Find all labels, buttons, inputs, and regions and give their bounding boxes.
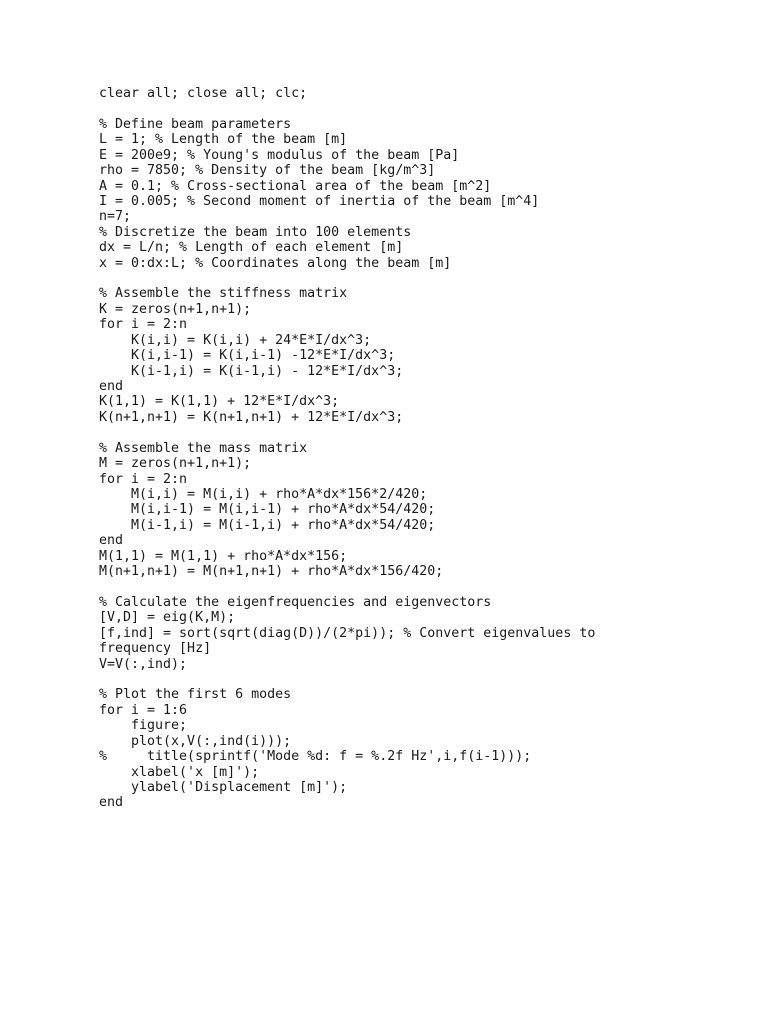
- code-line: M(1,1) = M(1,1) + rho*A*dx*156;: [99, 548, 348, 564]
- code-line: plot(x,V(:,ind(i)));: [99, 733, 292, 749]
- code-line: end: [99, 379, 124, 395]
- code-line: L = 1; % Length of the beam [m]: [99, 132, 348, 148]
- code-line: [f,ind] = sort(sqrt(diag(D))/(2*pi)); % Convert eigenvalues to: [99, 625, 596, 641]
- code-line: % Calculate the eigenfrequencies and eigenvectors: [99, 594, 492, 610]
- code-line: % Plot the first 6 modes: [99, 687, 292, 703]
- code-line: V=V(:,ind);: [99, 656, 188, 672]
- code-line: dx = L/n; % Length of each element [m]: [99, 240, 404, 256]
- code-line: % Discretize the beam into 100 elements: [99, 224, 412, 240]
- code-line: M(i,i-1) = M(i,i-1) + rho*A*dx*54/420;: [99, 502, 436, 518]
- code-line: x = 0:dx:L; % Coordinates along the beam [m]: [99, 255, 452, 271]
- code-line: K(n+1,n+1) = K(n+1,n+1) + 12*E*I/dx^3;: [99, 409, 404, 425]
- code-line: rho = 7850; % Density of the beam [kg/m^3]: [99, 163, 436, 179]
- code-line: xlabel('x [m]');: [99, 764, 260, 780]
- code-line: K(i-1,i) = K(i-1,i) - 12*E*I/dx^3;: [99, 363, 404, 379]
- code-line: [V,D] = eig(K,M);: [99, 610, 236, 626]
- code-line: end: [99, 795, 124, 811]
- code-line: end: [99, 533, 124, 549]
- code-line: % Assemble the stiffness matrix: [99, 286, 348, 302]
- code-line: figure;: [99, 718, 188, 734]
- code-line: [99, 101, 739, 116]
- code-line: clear all; close all; clc;: [99, 86, 308, 101]
- code-line: [99, 425, 739, 440]
- code-line: for i = 1:6: [99, 702, 188, 718]
- code-line: M(i-1,i) = M(i-1,i) + rho*A*dx*54/420;: [99, 517, 436, 533]
- code-line: [99, 580, 739, 595]
- code-line: ylabel('Displacement [m]');: [99, 779, 348, 795]
- code-line: A = 0.1; % Cross-sectional area of the beam [m^2]: [99, 178, 492, 194]
- code-line: I = 0.005; % Second moment of inertia of the beam [m^4]: [99, 193, 540, 209]
- code-line: % Assemble the mass matrix: [99, 440, 308, 456]
- code-line: for i = 2:n: [99, 317, 188, 333]
- code-line: [99, 672, 739, 687]
- code-block: [99, 86, 739, 811]
- code-line: K = zeros(n+1,n+1);: [99, 301, 252, 317]
- code-line: M = zeros(n+1,n+1);: [99, 456, 252, 472]
- code-line: K(i,i-1) = K(i,i-1) -12*E*I/dx^3;: [99, 348, 396, 364]
- code-line: n=7;: [99, 209, 132, 225]
- code-line: K(1,1) = K(1,1) + 12*E*I/dx^3;: [99, 394, 340, 410]
- code-line: % Define beam parameters: [99, 116, 292, 132]
- code-line: frequency [Hz]: [99, 641, 212, 657]
- code-line: [99, 271, 739, 286]
- code-line: E = 200e9; % Young's modulus of the beam [Pa]: [99, 147, 460, 163]
- code-line: % title(sprintf('Mode %d: f = %.2f Hz',i,f(i-1)));: [99, 749, 532, 765]
- code-line: K(i,i) = K(i,i) + 24*E*I/dx^3;: [99, 332, 372, 348]
- code-line: for i = 2:n: [99, 471, 188, 487]
- code-line: M(n+1,n+1) = M(n+1,n+1) + rho*A*dx*156/420;: [99, 564, 444, 580]
- code-line: M(i,i) = M(i,i) + rho*A*dx*156*2/420;: [99, 486, 428, 502]
